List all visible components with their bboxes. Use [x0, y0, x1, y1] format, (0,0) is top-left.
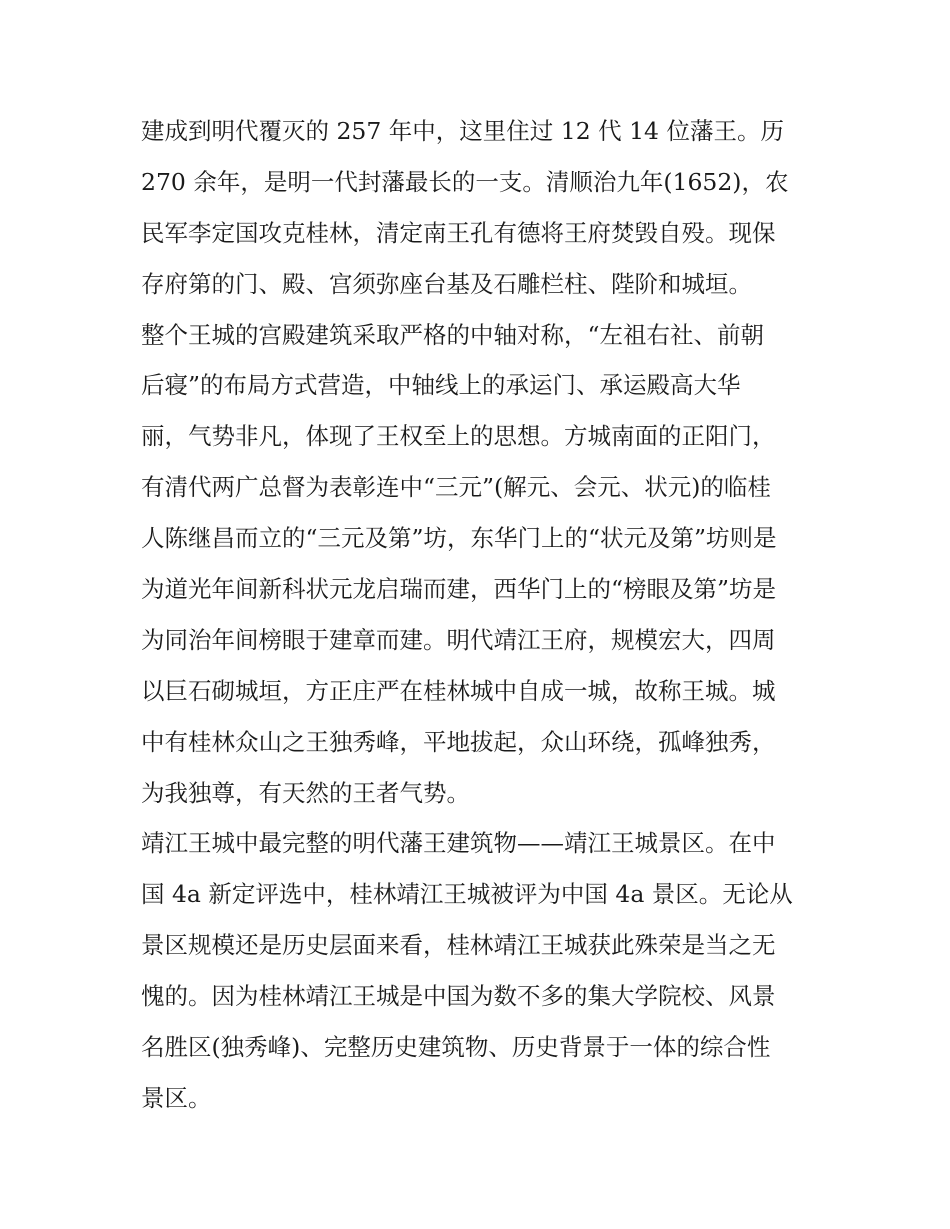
text-line-4: 存府第的门、殿、宫须弥座台基及石雕栏柱、陛阶和城垣。: [141, 269, 752, 298]
text-line-9: 人陈继昌而立的“三元及第”坊，东华门上的“状元及第”坊则是: [141, 524, 777, 553]
text-line-14: 为我独尊，有天然的王者气势。: [141, 778, 470, 807]
text-line-10: 为道光年间新科状元龙启瑞而建，西华门上的“榜眼及第”坊是: [141, 575, 777, 604]
text-line-1: 建成到明代覆灭的 257 年中，这里住过 12 代 14 位藩王。历: [141, 117, 784, 145]
text-line-13: 中有桂林众山之王独秀峰，平地拔起，众山环绕，孤峰独秀，: [141, 727, 776, 756]
text-line-15: 靖江王城中最完整的明代藩王建筑物——靖江王城景区。在中: [141, 829, 776, 858]
text-line-20: 景区。: [141, 1083, 212, 1112]
text-line-7: 丽，气势非凡，体现了王权至上的思想。方城南面的正阳门，: [141, 422, 776, 451]
text-line-19: 名胜区(独秀峰)、完整历史建筑物、历史背景于一体的综合性: [141, 1033, 771, 1062]
body-text: [141, 106, 821, 1124]
text-line-16: 国 4a 新定评选中，桂林靖江王城被评为中国 4a 景区。无论从: [141, 880, 793, 909]
text-line-12: 以巨石砌城垣，方正庄严在桂林城中自成一城，故称王城。城: [141, 676, 776, 705]
text-line-2: 270 余年，是明一代封藩最长的一支。清顺治九年(1652)，农: [141, 167, 789, 196]
text-line-17: 景区规模还是历史层面来看，桂林靖江王城获此殊荣是当之无: [141, 931, 776, 960]
text-line-3: 民军李定国攻克桂林，清定南王孔有德将王府焚毁自殁。现保: [141, 218, 776, 247]
text-line-11: 为同治年间榜眼于建章而建。明代靖江王府，规模宏大，四周: [141, 625, 776, 654]
text-line-5: 整个王城的宫殿建筑采取严格的中轴对称，“左祖右社、前朝: [141, 320, 765, 349]
text-line-6: 后寝”的布局方式营造，中轴线上的承运门、承运殿高大华: [141, 371, 741, 400]
text-line-18: 愧的。因为桂林靖江王城是中国为数不多的集大学院校、风景: [141, 982, 776, 1011]
text-line-8: 有清代两广总督为表彰连中“三元”(解元、会元、状元)的临桂: [141, 473, 771, 502]
